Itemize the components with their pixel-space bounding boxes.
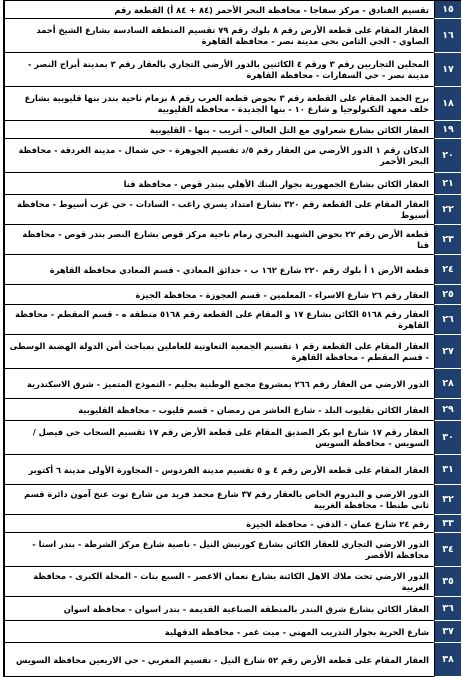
row-address-text: العقار الكائن بقليوب البلد - شارع العاشر من رمضان - قسم قليوب - محافظة القليوبية [78, 404, 429, 415]
table-row [4, 533, 461, 567]
row-address-text: العقار المقام على القطعة رقم ٣٢٠ بشارع امتداد يسري راغب - السادات - حي غرب أسيوط - محافظة أسيوط [17, 199, 429, 220]
table-row [4, 121, 461, 139]
row-number: ١٦ [434, 19, 461, 53]
row-number: ٣٨ [434, 643, 461, 677]
table-row [4, 173, 461, 195]
table-row [4, 643, 461, 677]
row-number: ٣٠ [434, 421, 461, 455]
row-address-text: رقم ٢٤ شارع عمان - الدقي - محافظة الجيزة [246, 518, 429, 529]
row-address [4, 533, 434, 567]
row-number: ٢٢ [434, 195, 461, 225]
row-number: ٢٦ [434, 305, 461, 335]
table-row [4, 255, 461, 285]
row-address [4, 19, 434, 53]
row-number: ١٨ [434, 87, 461, 121]
row-address [4, 485, 434, 515]
table-row [4, 369, 461, 399]
table-row [4, 421, 461, 455]
row-address-text: العقار المقام على قطعة الأرض رقم ٤ و ٥ تقسيم مدينة الفردوس - المجاورة الأولى مدينة ٦ أكتوبر [28, 464, 429, 475]
row-number: ٢٩ [434, 399, 461, 421]
table-row [4, 621, 461, 643]
row-address-text: العقار رقم ١٧ شارع ابو بكر الصديق المقام على قطعة الأرض رقم ١٧ تقسيم السحاب حي فيصل / السويس - محافظة السويس [32, 427, 429, 448]
row-address-text: الدكان رقم ١ الدور الأرضي من العقار رقم ٥/د تقسيم الجوهرة - حي شمال - مدينة الغردقة - محافظة البحر الأحمر [18, 145, 429, 166]
row-number: ٣٣ [434, 515, 461, 533]
row-address-text: برج الحمد المقام على القطعة رقم ٣ بحوض قطعة العرب رقم ٨ بزمام ناحية بندر بنها قليوبية بشارع خلف معهد التكنولوجيا و شارع ١٠ - بنها الجديدة - محافظة القليوبية [24, 93, 429, 114]
row-number: ٣٢ [434, 485, 461, 515]
table-row [4, 225, 461, 255]
table-row [4, 515, 461, 533]
table-row [4, 195, 461, 225]
row-address-text: الدور الارضي التجاري للعقار الكائن بشارع كورنيش النيل - ناصية شارع مركز الشرطة - بندر اسنا - محافظة الأقصر [32, 539, 429, 560]
row-address-text: العقار الكائن بشارع شرق البندر بالمنطقة الصناعية القديمة - بندر اسوان - محافظة اسوان [63, 603, 429, 614]
row-address-text: الدور الارضي و البدروم الخاص بالعقار رقم ٣٧ شارع محمد فريد من شارع توت عنخ آمون دائرة قسم ثاني طنطا - محافظة الغربية [24, 489, 429, 510]
row-address-text: الدور الارضي من العقار رقم ٢٦٦ بمشروع مجمع الوطنية بجليم - النموذج المتميز - شرق الاسكندرية [27, 378, 429, 389]
row-address-text: قطعة الأرض رقم ٢٢ بحوض الشهيد البحري زمام ناحية مركز قوص بشارع النصر بندر قوص - محافظة قنا [22, 229, 429, 250]
table-row [4, 567, 461, 597]
row-address [4, 305, 434, 335]
row-address-text: العقار رقم ٢٦ شارع الاسراء - المعلمين - قسم العجوزة - محافظة الجيزة [135, 289, 429, 300]
table-row [4, 485, 461, 515]
row-address-text: المحلين التجاريين رقم ٣ ورقم ٤ الكائنين بالدور الأرضي التجاري بالعقار رقم ٣ بمدينة أبراج النصر - مدينة نصر - حي السفارات - محافظة القاهرة [27, 59, 429, 80]
row-address [4, 225, 434, 255]
row-number: ٣٧ [434, 621, 461, 643]
table-row [4, 1, 461, 19]
row-address [4, 369, 434, 399]
row-address [4, 421, 434, 455]
row-address [4, 597, 434, 621]
row-address [4, 255, 434, 285]
row-address [4, 285, 434, 305]
row-number: ٢٧ [434, 335, 461, 369]
row-address [4, 87, 434, 121]
row-address-text: العقار الكائن بشارع الجمهورية بجوار البنك الأهلي ببندر قوص - محافظة قنا [123, 178, 429, 189]
row-address-text: الدور الارضي تحت ملاك الاهل الكائنة بشارع نعمان الاعصر - السبع بنات - المحلة الكبرى - محافظة الغربية [33, 571, 429, 592]
row-address [4, 195, 434, 225]
row-address [4, 399, 434, 421]
row-address [4, 335, 434, 369]
row-address-text: تقسيم الفنادق - مركز سفاجا - محافظة البحر الأحمر (٨٤ + ٨٤ أ) القطعة رقم [114, 4, 429, 15]
table-row [4, 87, 461, 121]
row-address [4, 173, 434, 195]
row-number: ١٩ [434, 121, 461, 139]
table-row [4, 19, 461, 53]
table-row [4, 53, 461, 87]
row-number: ٢٥ [434, 285, 461, 305]
row-number: ٢١ [434, 173, 461, 195]
table-row [4, 455, 461, 485]
row-address-text: العقار الكائن بشارع شعراوي مع التل العالي - أتريب - بنها - القليوبية [149, 124, 429, 135]
row-number: ٣١ [434, 455, 461, 485]
table-row [4, 139, 461, 173]
row-address-text: العقار المقام على قطعة الأرض رقم ٥٢ شارع النيل - تقسيم المغربي - حي الاربعين محافظة السويس [15, 654, 429, 665]
row-address [4, 643, 434, 677]
row-address-text: العقار المقام على القطعة رقم ١ تقسيم الجمعية التعاونية للعاملين بمباحث أمن الدولة الهضبة الوسطى - قسم المقطم - محافظة القاهرة [9, 341, 429, 362]
row-address [4, 455, 434, 485]
row-address [4, 121, 434, 139]
table-row [4, 597, 461, 621]
row-address [4, 567, 434, 597]
table-row [4, 285, 461, 305]
row-number: ٣٥ [434, 567, 461, 597]
properties-table [3, 0, 461, 677]
row-address [4, 515, 434, 533]
row-address-text: العقار المقام على قطعة الأرض رقم ٨ بلوك رقم ٧٩ تقسيم المنطقة السادسة بشارع الشيخ أحمد الصاوي - الحي الثامن بحي مدينة نصر - محافظة القاهرة [36, 25, 429, 46]
row-address [4, 621, 434, 643]
row-number: ٢٤ [434, 255, 461, 285]
row-number: ٢٣ [434, 225, 461, 255]
row-number: ١٧ [434, 53, 461, 87]
row-address-text: العقار رقم ٥١٦٨ الكائن بشارع ١٧ و المقام على القطعة رقم ٥١٦٨ منطقة ه - قسم المقطم - محافظة القاهرة [15, 309, 429, 330]
row-address [4, 139, 434, 173]
row-address [4, 1, 434, 19]
table-row [4, 335, 461, 369]
row-address [4, 53, 434, 87]
row-number: ٢٨ [434, 369, 461, 399]
row-number: ٣٤ [434, 533, 461, 567]
table-row [4, 399, 461, 421]
row-number: ١٥ [434, 1, 461, 19]
row-address-text: قطعة الأرض ١ أ بلوك رقم ٢٢٠ شارع ١٦٢ ب - حدائق المعادي - قسم المعادي محافظة القاهرة [49, 264, 429, 275]
row-number: ٢٠ [434, 139, 461, 173]
row-number: ٣٦ [434, 597, 461, 621]
row-address-text: شارع الحرية بجوار التدريب المهني - ميت غمر - محافظة الدقهلية [164, 626, 429, 637]
table-row [4, 305, 461, 335]
